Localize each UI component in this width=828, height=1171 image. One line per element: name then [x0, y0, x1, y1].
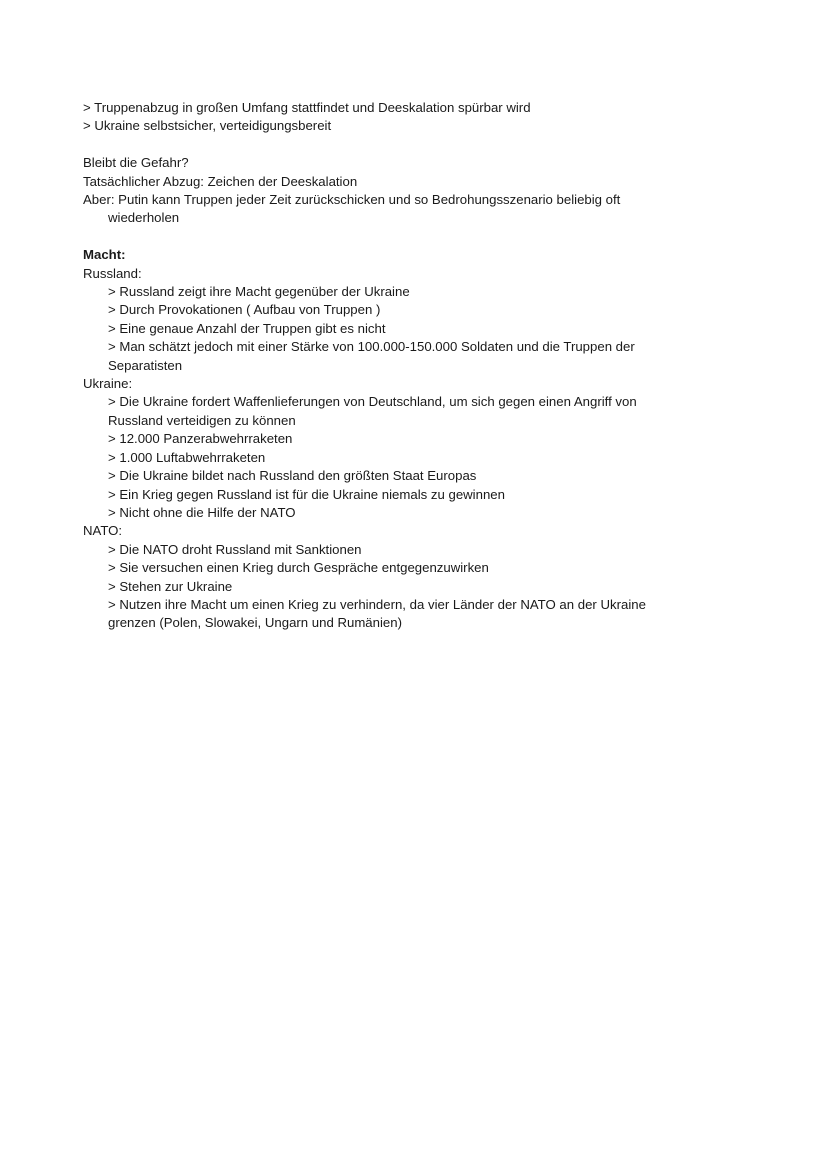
ukraine-item-4: > Die Ukraine bildet nach Russland den größten Staat Europas — [108, 468, 477, 484]
ukraine-list — [83, 393, 703, 522]
nato-list — [83, 541, 703, 633]
russland-list — [83, 283, 703, 375]
nato-item-2: > Sie versuchen einen Krieg durch Gespräche entgegenzuwirken — [108, 560, 489, 576]
nato-item-3: > Stehen zur Ukraine — [108, 578, 233, 594]
gefahr-question: Bleibt die Gefahr? — [83, 155, 189, 171]
russland-item-4: > Man schätzt jedoch mit einer Stärke von 100.000-150.000 Soldaten und die Truppen der Separatisten — [108, 339, 635, 373]
nato-item-1: > Die NATO droht Russland mit Sanktionen — [108, 541, 362, 557]
russland-item-3: > Eine genaue Anzahl der Truppen gibt es nicht — [108, 320, 386, 336]
nato-label: NATO: — [83, 523, 123, 539]
spacer — [83, 228, 703, 246]
ukraine-item-6: > Nicht ohne die Hilfe der NATO — [108, 504, 296, 520]
document-page — [83, 99, 703, 633]
ukraine-item-2: > 12.000 Panzerabwehrraketen — [108, 431, 293, 447]
macht-heading: Macht: — [83, 247, 126, 263]
nato-item-4: > Nutzen ihre Macht um einen Krieg zu verhindern, da vier Länder der NATO an der Ukraine grenzen (Polen, Slowakei, Ungarn und Rumänien) — [108, 596, 646, 631]
intro-line-2: > Ukraine selbstsicher, verteidigungsbereit — [83, 118, 332, 134]
russland-item-1: > Russland zeigt ihre Macht gegenüber der Ukraine — [108, 284, 410, 300]
russland-item-2: > Durch Provokationen ( Aufbau von Truppen ) — [108, 302, 381, 318]
spacer — [83, 136, 703, 154]
gefahr-line-2: Aber: Putin kann Truppen jeder Zeit zurückschicken und so Bedrohungsszenario beliebig oft wiederholen — [83, 192, 621, 226]
russland-label: Russland: — [83, 265, 142, 281]
gefahr-line-1: Tatsächlicher Abzug: Zeichen der Deeskalation — [83, 173, 358, 189]
ukraine-label: Ukraine: — [83, 376, 133, 392]
ukraine-item-1: > Die Ukraine fordert Waffenlieferungen von Deutschland, um sich gegen einen Angriff von Russland verteidigen zu können — [108, 394, 637, 428]
ukraine-item-3: > 1.000 Luftabwehrraketen — [108, 449, 266, 465]
intro-line-1: > Truppenabzug in großen Umfang stattfindet und Deeskalation spürbar wird — [83, 100, 531, 115]
ukraine-item-5: > Ein Krieg gegen Russland ist für die Ukraine niemals zu gewinnen — [108, 486, 505, 502]
